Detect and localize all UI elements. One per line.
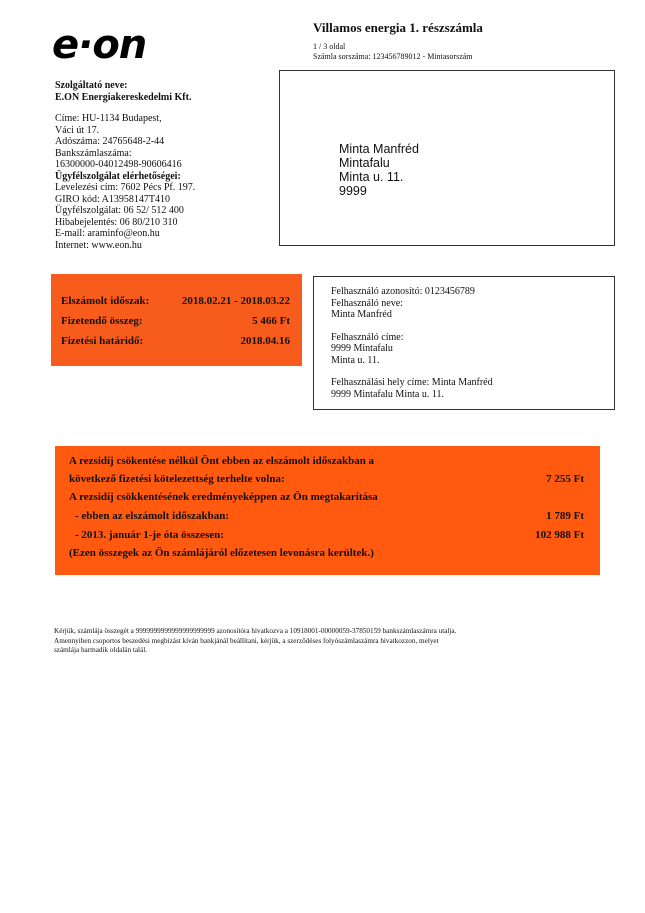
period-label: Elszámolt időszak: xyxy=(61,295,150,307)
savings-line1 xyxy=(69,455,584,467)
period-row xyxy=(61,295,290,307)
user-site-line2: 9999 Mintafalu Minta u. 11. xyxy=(331,388,444,400)
user-address-line2: Minta u. 11. xyxy=(331,354,380,366)
summary-box xyxy=(51,274,302,366)
savings-line6 xyxy=(69,547,584,559)
user-id: Felhasználó azonosító: 0123456789 xyxy=(331,286,475,297)
period-value: 2018.02.21 - 2018.03.22 xyxy=(181,295,290,307)
provider-fault-phone: Hibabejelentés: 06 80/210 310 xyxy=(55,216,178,228)
user-site-line1: Felhasználási hely címe: Minta Manfréd xyxy=(331,377,493,388)
user-info xyxy=(331,286,493,400)
provider-tax-number: Adószáma: 24765648-2-44 xyxy=(55,136,165,147)
provider-address-line1: Címe: HU-1134 Budapest, xyxy=(55,113,162,124)
user-address-label: Felhasználó címe: xyxy=(331,331,404,343)
invoice-title: Villamos energia 1. részszámla xyxy=(313,20,483,35)
savings-period-value: 1 789 Ft xyxy=(546,510,584,522)
deadline-label: Fizetési határidő: xyxy=(61,335,144,347)
provider-info xyxy=(55,80,285,251)
invoice-number: Számla sorszáma: 123456789012 - Mintasorszám xyxy=(313,52,473,61)
savings-line4 xyxy=(75,510,584,522)
user-name-label: Felhasználó neve: xyxy=(331,297,403,309)
provider-address-line2: Váci út 17. xyxy=(55,124,100,136)
provider-name: E.ON Energiakereskedelmi Kft. xyxy=(55,91,192,103)
recipient-city: Mintafalu xyxy=(339,156,390,170)
savings-line2 xyxy=(69,473,584,485)
savings-line6-text: (Ezen összegek az Ön számlájáról előzetesen levonásra kerültek.) xyxy=(69,547,374,559)
user-name: Minta Manfréd xyxy=(331,309,392,320)
page-info xyxy=(313,42,473,62)
provider-bank-account: 16300000-04012498-90606416 xyxy=(55,159,182,170)
savings-line3-text: A rezsidíj csökkentésének eredményeképpen az Ön megtakarítása xyxy=(69,491,378,503)
provider-name-label: Szolgáltató neve: xyxy=(55,80,128,91)
amount-value: 5 466 Ft xyxy=(252,315,290,327)
payment-note-line1: Kérjük, számlája összegét a 9999999999999999999999 azonosítóra hivatkozva a 10918001-00000059-37850159 bankszámlaszámra utalja. xyxy=(54,627,457,635)
provider-giro: GIRO kód: A13958147T410 xyxy=(55,193,170,205)
savings-line5-text: - 2013. január 1-je óta összesen: xyxy=(75,529,224,541)
savings-without-reduction-value: 7 255 Ft xyxy=(546,473,584,485)
recipient-zip: 9999 xyxy=(339,184,367,198)
savings-box xyxy=(55,446,600,575)
provider-service-phone: Ügyfélszolgálat: 06 52/ 512 400 xyxy=(55,205,184,216)
payment-note-line3: számlája harmadik oldalán talál. xyxy=(54,646,147,654)
user-address-line1: 9999 Mintafalu xyxy=(331,343,393,354)
savings-line1-text: A rezsidíj csökentése nélkül Önt ebben az elszámolt időszakban a xyxy=(69,455,375,467)
deadline-value: 2018.04.16 xyxy=(240,335,290,347)
savings-line2-text: következő fizetési kötelezettség terhelte volna: xyxy=(69,473,285,485)
amount-label: Fizetendő összeg: xyxy=(61,315,143,327)
payment-note-line2: Amennyiben csoportos beszedési megbízást kíván bankjánál beállítani, kérjük, a szerződéses folyószámlaszámra hivatkozzon, melyet xyxy=(54,636,439,645)
recipient-street: Minta u. 11. xyxy=(339,170,404,184)
amount-row xyxy=(61,315,290,327)
provider-email: E-mail: araminfo@eon.hu xyxy=(55,228,160,239)
eon-logo: e·on xyxy=(52,22,147,68)
payment-note xyxy=(54,627,594,656)
savings-total-value: 102 988 Ft xyxy=(535,529,584,541)
savings-line5 xyxy=(75,529,584,541)
provider-mail-address: Levelezési cím: 7602 Pécs Pf. 197. xyxy=(55,182,196,193)
recipient-name: Minta Manfréd xyxy=(339,142,419,156)
page-number: 1 / 3 oldal xyxy=(313,42,346,51)
address-window xyxy=(279,70,615,246)
savings-line3 xyxy=(69,491,584,503)
provider-bank-label: Bankszámlaszáma: xyxy=(55,147,132,159)
provider-contacts-label: Ügyfélszolgálat elérhetőségei: xyxy=(55,170,181,182)
provider-internet: Internet: www.eon.hu xyxy=(55,239,142,251)
savings-line4-text: - ebben az elszámolt időszakban: xyxy=(75,510,229,522)
recipient-address xyxy=(339,142,419,198)
deadline-row xyxy=(61,335,290,347)
